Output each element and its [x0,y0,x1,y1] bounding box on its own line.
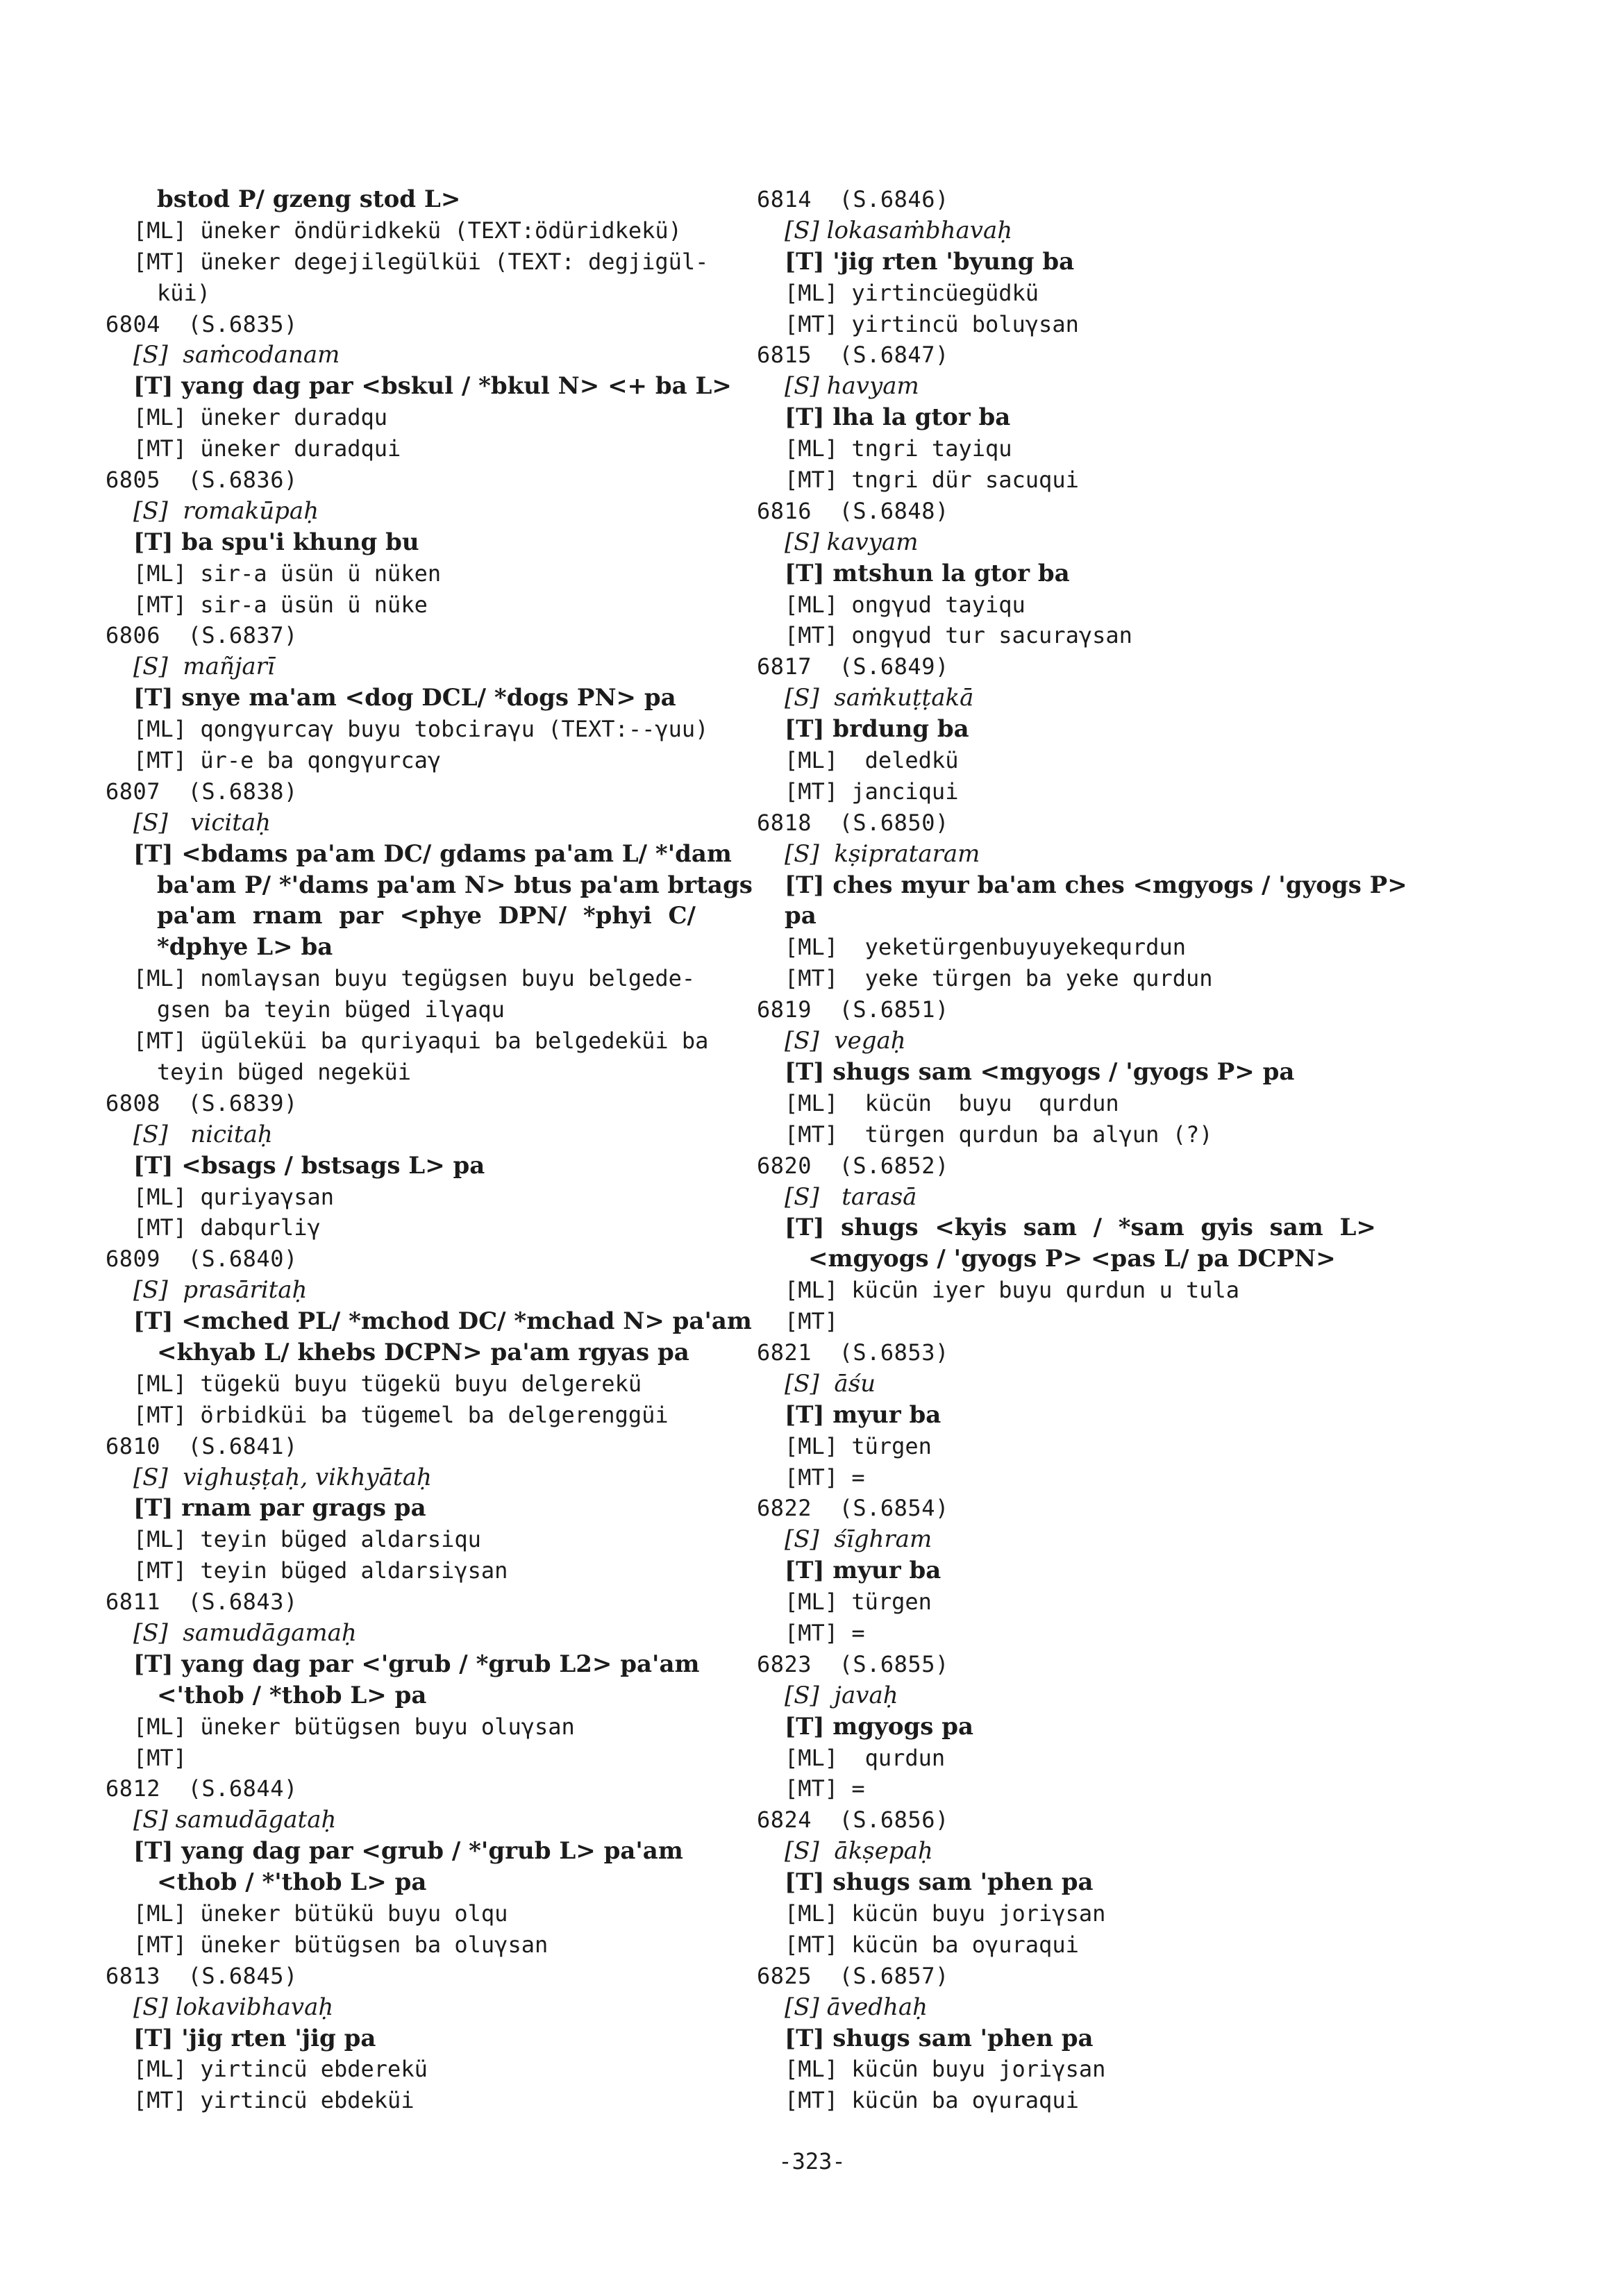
entry-number: 6822 (S.6854) [757,1495,949,1522]
tibetan-line: [T] shugs <kyis sam / *sam gyis sam L> [785,1214,1376,1242]
tibetan-line: [T] mgyogs pa [785,1712,974,1741]
tibetan-line: [T] rnam par grags pa [133,1494,426,1523]
mongolian-translation-line: [MT] üneker bütügsen ba oluγsan [133,1931,549,1958]
tibetan-line: [T] 'jig rten 'byung ba [785,247,1075,276]
tibetan-line: [T] <bsags / bstsags L> pa [133,1151,485,1180]
mongolian-translation-line: [MT] [133,1744,187,1771]
sanskrit-line: [S] tarasā [785,1182,917,1211]
middle-mongolian-line: [ML] deledkü [785,747,959,774]
tibetan-line: [T] shugs sam 'phen pa [785,1868,1094,1897]
middle-mongolian-line: [ML] sir-a üsün ü nüken [133,560,442,587]
middle-mongolian-line: [ML] kücün buyu qurdun [785,1089,1119,1116]
entry-number: 6824 (S.6856) [757,1807,949,1834]
mongolian-translation-line: [MT] üneker duradqui [133,435,401,462]
middle-mongolian-line: [ML] tngri tayiqu [785,435,1012,462]
sanskrit-line: [S] ākṣepaḥ [785,1837,933,1866]
sanskrit-line: [S] javaḥ [785,1681,898,1709]
tibetan-line: <mgyogs / 'gyogs P> <pas L/ pa DCPN> [808,1245,1336,1273]
mongolian-translation-line: [MT] tngri dür sacuqui [785,467,1079,494]
mongolian-translation-line: [MT] ongγud tur sacuraγsan [785,622,1132,649]
middle-mongolian-line: [ML] kücün buyu joriγsan [785,2056,1106,2083]
sanskrit-line: [S] prasāritaḥ [133,1276,308,1305]
entry-number: 6814 (S.6846) [757,186,949,212]
sanskrit-line: [S] vighuṣṭaḥ, vikhyātaḥ [133,1463,432,1491]
tibetan-line: [T] shugs sam 'phen pa [785,2024,1094,2052]
tibetan-line: [T] lha la gtor ba [785,403,1011,432]
sanskrit-line: [S] saṁcodanam [133,341,340,369]
middle-mongolian-line: [ML] kücün iyer buyu qurdun u tula [785,1277,1240,1304]
sanskrit-line: [S] romakūpaḥ [133,496,319,525]
mongolian-translation-line: [MT] kücün ba oγuraqui [785,2087,1079,2114]
sanskrit-line: [S] āvedhaḥ [785,1993,928,2021]
middle-mongolian-line: [ML] yirtincüegüdkü [785,279,1039,306]
sanskrit-line: [S] samudāgamaḥ [133,1618,357,1647]
sanskrit-line: [S] kavyam [785,528,919,556]
mongolian-translation-line: [MT] janciqui [785,778,959,805]
sanskrit-line: [S] lokavibhavaḥ [133,1993,334,2021]
entry-number: 6810 (S.6841) [106,1432,298,1459]
mongolian-translation-line: [MT] türgen qurdun ba alγun (?) [785,1121,1213,1148]
tibetan-line: <khyab L/ khebs DCPN> pa'am rgyas pa [157,1338,689,1366]
sanskrit-line: [S] saṁkuṭṭakā [785,684,974,712]
entry-number: 6804 (S.6835) [106,310,298,337]
tibetan-line: [T] shugs sam <mgyogs / 'gyogs P> pa [785,1057,1295,1086]
entry-number: 6807 (S.6838) [106,778,298,805]
middle-mongolian-line: [ML] yirtincü ebderekü [133,2056,428,2083]
tibetan-line: [T] yang dag par <grub / *'grub L> pa'am [133,1837,683,1866]
mongolian-translation-line: [MT] ür-e ba qongγurcaγ [133,747,442,774]
middle-mongolian-line: [ML] ongγud tayiqu [785,591,1026,618]
middle-mongolian-line: [ML] türgen [785,1589,932,1616]
mongolian-translation-line: [MT] kücün ba oγuraqui [785,1931,1079,1958]
right-column [757,184,1407,2116]
mongolian-translation-line: [MT] = [785,1464,865,1491]
entry-number: 6818 (S.6850) [757,809,949,836]
mongolian-translation-line: [MT] sir-a üsün ü nüke [133,591,428,618]
entry-number: 6821 (S.6853) [757,1339,949,1366]
tibetan-line: <thob / *'thob L> pa [157,1868,427,1897]
middle-mongolian-line: [ML] tügekü buyu tügekü buyu delgerekü [133,1370,642,1397]
mongolian-translation-line: [MT] yeke türgen ba yeke qurdun [785,965,1213,992]
entry-number: 6815 (S.6847) [757,342,949,369]
mongolian-translation-line: [MT] = [785,1619,865,1646]
middle-mongolian-line: [ML] türgen [785,1432,932,1459]
tibetan-line: pa'am rnam par <phye DPN/ *phyi C/ [157,902,696,930]
middle-mongolian-line: [ML] üneker öndüridkekü (TEXT:ödüridkekü) [133,217,682,244]
page-number: -323- [778,2148,846,2175]
sanskrit-line: [S] nicitaḥ [133,1120,273,1148]
middle-mongolian-line: [ML] quriyaγsan [133,1183,334,1210]
tibetan-line: [T] yang dag par <'grub / *grub L2> pa'am [133,1650,700,1678]
middle-mongolian-line: [ML] teyin büged aldarsiqu [133,1526,481,1553]
entry-number: 6813 (S.6845) [106,1962,298,1989]
middle-mongolian-line: [ML] yeketürgenbuyuyekequrdun [785,934,1186,961]
sanskrit-line: [S] āśu [785,1369,876,1398]
middle-mongolian-line: [ML] qongγurcaγ buyu tobciraγu (TEXT:--γuu) [133,716,709,743]
tibetan-line: [T] <mched PL/ *mchod DC/ *mchad N> pa'am [133,1307,752,1336]
tibetan-line: [T] 'jig rten 'jig pa [133,2024,376,2052]
tibetan-line: [T] ches myur ba'am ches <mgyogs / 'gyogs P> [785,871,1407,899]
entry-number: 6823 (S.6855) [757,1650,949,1677]
sanskrit-line: [S] vicitaḥ [133,808,271,837]
mongolian-translation-line: [MT] dabqurliγ [133,1214,321,1241]
middle-mongolian-line: [ML] qurdun [785,1744,946,1771]
tibetan-line: [T] mtshun la gtor ba [785,559,1070,587]
middle-mongolian-line: [ML] üneker duradqu [133,404,388,431]
middle-mongolian-line: [ML] kücün buyu joriγsan [785,1900,1106,1927]
mongolian-translation-line: [MT] örbidküi ba tügemel ba delgerenggüi [133,1401,669,1428]
entry-number: 6809 (S.6840) [106,1246,298,1273]
sanskrit-line: [S] samudāgataḥ [133,1806,337,1834]
mongolian-translation-line: teyin büged negeküi [157,1058,412,1085]
mongolian-translation-line: [MT] üneker degejilegülküi (TEXT: degjigül- [133,248,709,275]
sanskrit-line: [S] lokasaṁbhavaḥ [785,216,1013,244]
entry-number: 6805 (S.6836) [106,467,298,494]
entry-number: 6816 (S.6848) [757,497,949,524]
mongolian-translation-line: küi) [157,279,211,306]
tibetan-line: [T] brdung ba [785,715,969,744]
mongolian-translation-line: [MT] ügüleküi ba quriyaqui ba belgedeküi ba [133,1028,709,1055]
entry-number: 6817 (S.6849) [757,653,949,680]
tibetan-line: [T] ba spu'i khung bu [133,528,419,556]
tibetan-line: [T] yang dag par <bskul / *bkul N> <+ ba L> [133,372,732,401]
mongolian-translation-line: [MT] [785,1308,839,1335]
tibetan-line: pa [785,902,817,930]
mongolian-translation-line: [MT] yirtincü boluγsan [785,310,1079,337]
tibetan-line: ba'am P/ *'dams pa'am N> btus pa'am brtags [157,871,753,899]
sanskrit-line: [S] śīghram [785,1525,932,1554]
sanskrit-line: [S] mañjarī [133,653,275,681]
tibetan-line: bstod P/ gzeng stod L> [157,185,461,213]
entry-number: 6820 (S.6852) [757,1152,949,1179]
entry-number: 6811 (S.6843) [106,1589,298,1616]
middle-mongolian-line: [ML] nomlaγsan buyu tegügsen buyu belgede- [133,965,696,992]
entry-number: 6825 (S.6857) [757,1962,949,1989]
tibetan-line: *dphye L> ba [157,933,333,962]
tibetan-line: [T] snye ma'am <dog DCL/ *dogs PN> pa [133,684,676,712]
middle-mongolian-line: [ML] üneker bütügsen buyu oluγsan [133,1713,575,1740]
mongolian-translation-line: [MT] = [785,1775,865,1802]
sanskrit-line: [S] vegaḥ [785,1027,906,1055]
mongolian-translation-line: [MT] yirtincü ebdeküi [133,2087,415,2114]
entry-number: 6819 (S.6851) [757,996,949,1023]
sanskrit-line: [S] kṣiprataram [785,839,980,868]
left-column [106,184,753,2116]
tibetan-line: [T] myur ba [785,1557,941,1585]
tibetan-line: <'thob / *thob L> pa [157,1681,427,1709]
sanskrit-line: [S] havyam [785,372,919,401]
tibetan-line: [T] <bdams pa'am DC/ gdams pa'am L/ *'dam [133,839,732,868]
middle-mongolian-line: [ML] üneker bütükü buyu olqu [133,1900,508,1927]
entry-number: 6806 (S.6837) [106,622,298,649]
mongolian-translation-line: [MT] teyin büged aldarsiγsan [133,1557,508,1584]
entry-number: 6812 (S.6844) [106,1775,298,1802]
middle-mongolian-line: gsen ba teyin büged ilγaqu [157,996,505,1023]
tibetan-line: [T] myur ba [785,1400,941,1429]
entry-number: 6808 (S.6839) [106,1089,298,1116]
